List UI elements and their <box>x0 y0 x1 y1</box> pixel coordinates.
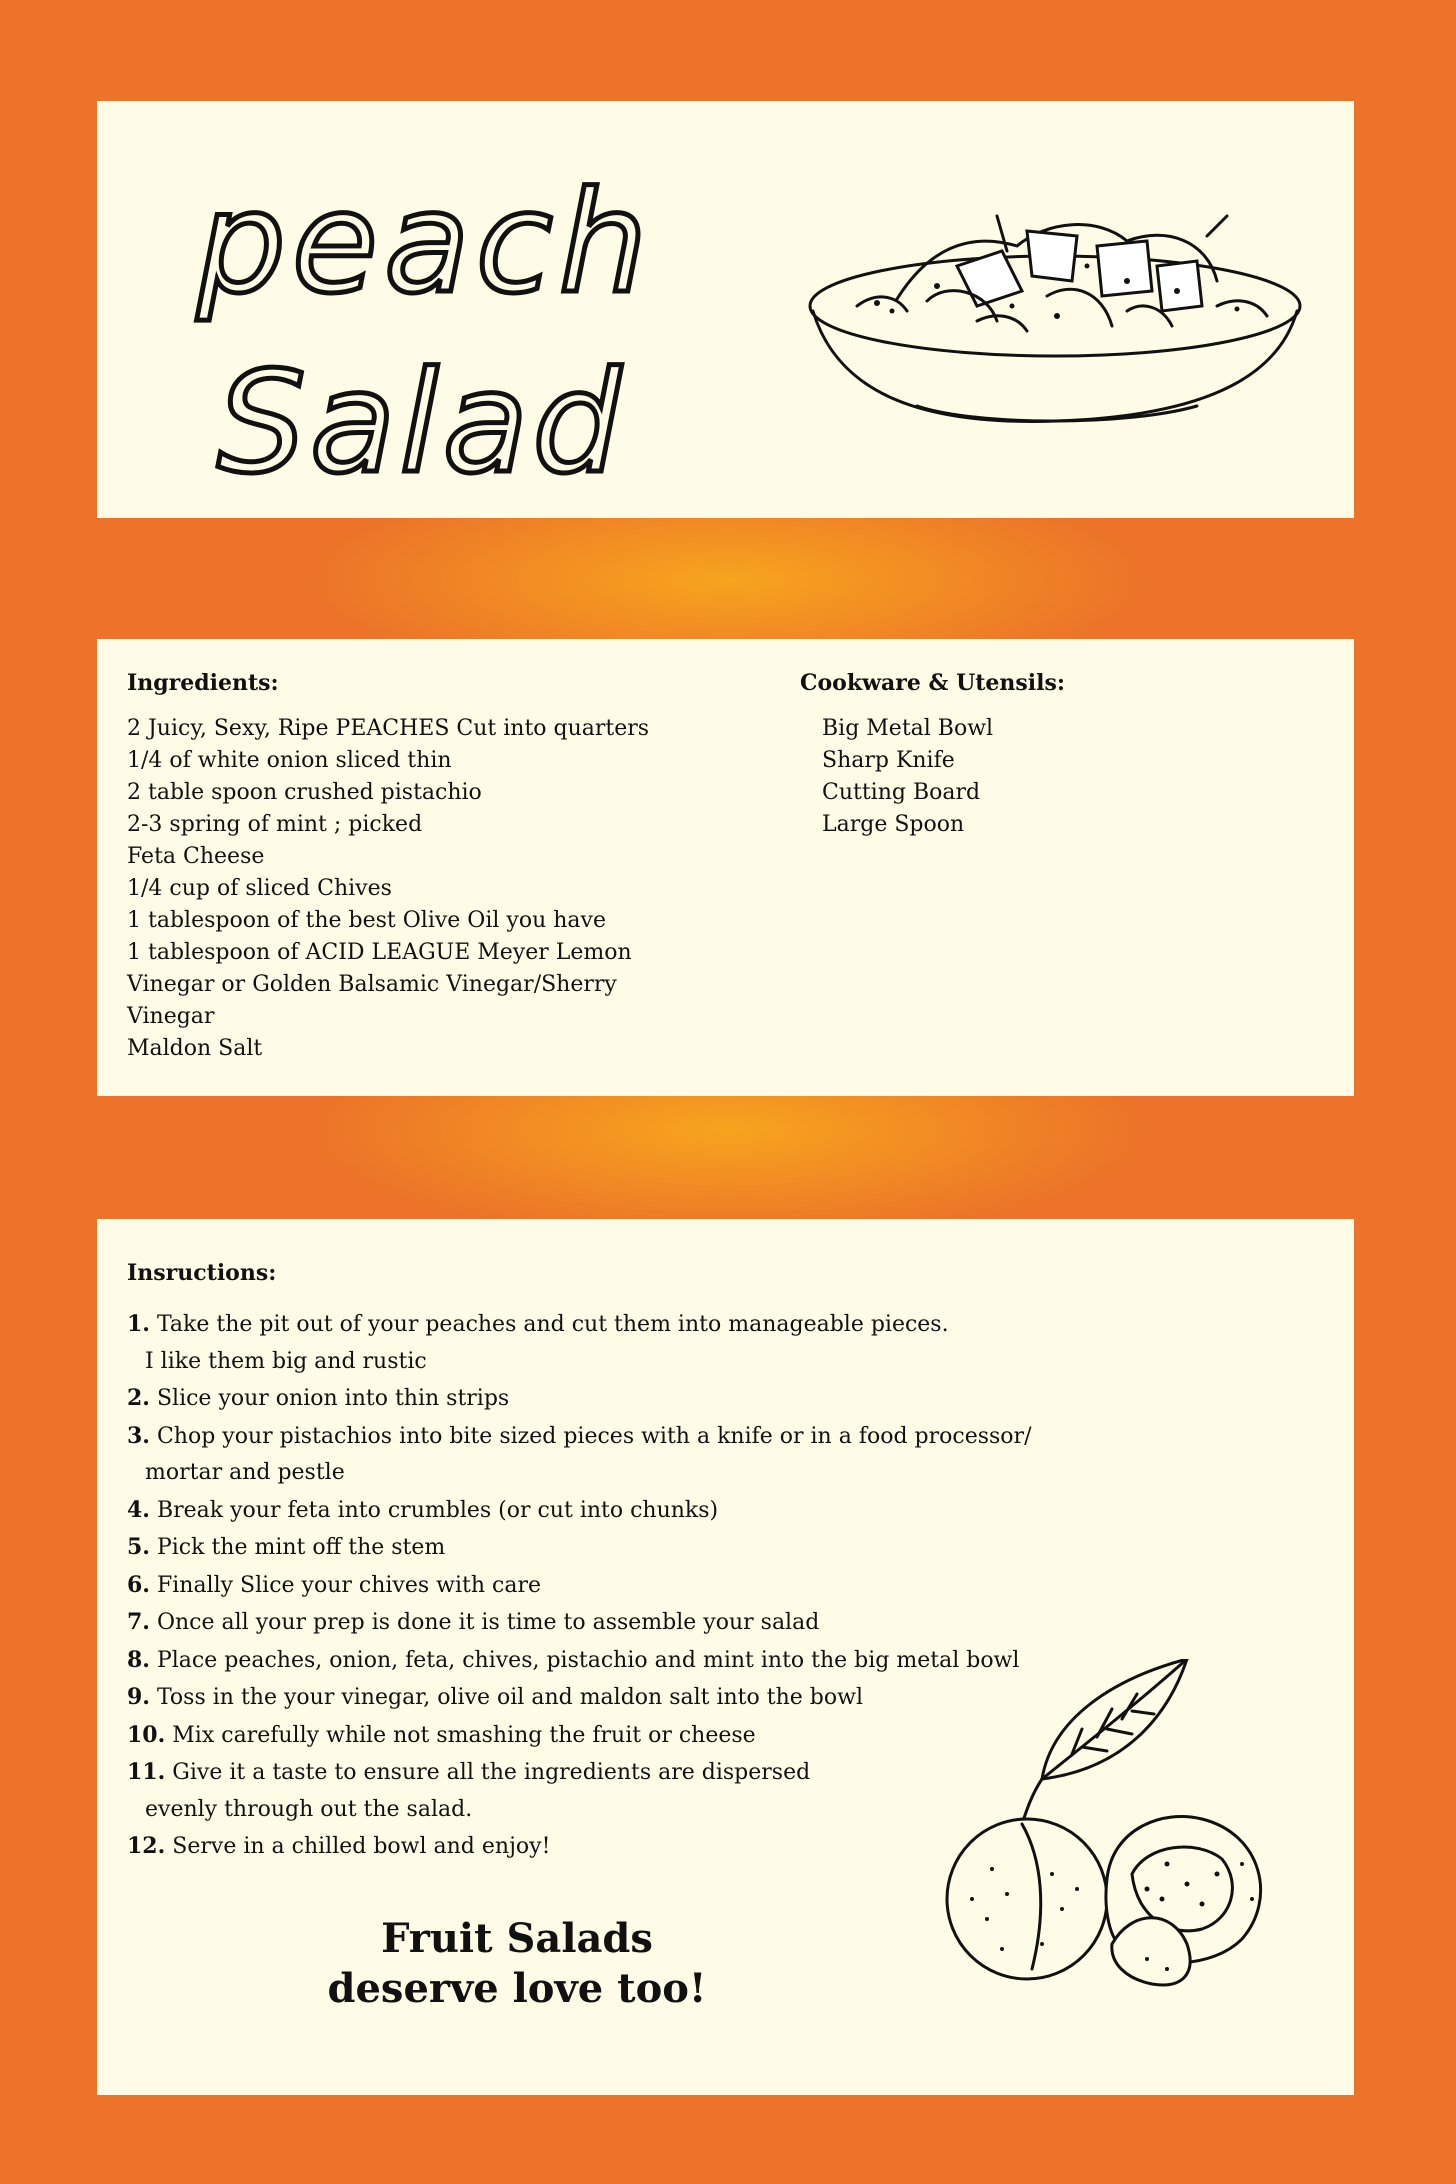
ingredients-heading: Ingredients: <box>127 670 279 696</box>
instruction-step <box>127 1567 1031 1605</box>
step-text: Once all your prep is done it is time to assemble your salad <box>156 1610 820 1635</box>
step-number: 4. <box>127 1496 150 1523</box>
ingredient-item: 1 tablespoon of ACID LEAGUE Meyer Lemon <box>127 940 632 965</box>
step-number: 8. <box>127 1646 150 1673</box>
instruction-step <box>127 1828 1031 1866</box>
title-line-salad: Salad <box>217 342 626 501</box>
slogan-line: deserve love too! <box>327 1965 707 2012</box>
step-number: 12. <box>127 1833 166 1859</box>
step-number: 1. <box>127 1311 150 1337</box>
ingredient-item: 2 table spoon crushed pistachio <box>127 780 482 805</box>
title-card <box>97 101 1354 518</box>
instructions-list <box>127 1306 1031 1866</box>
instruction-step <box>127 1306 1031 1380</box>
ingredient-item: Vinegar or Golden Balsamic Vinegar/Sherry <box>127 972 617 997</box>
step-number: 2. <box>127 1385 150 1411</box>
ingredient-item: Vinegar <box>127 1004 215 1029</box>
cookware-item: Large Spoon <box>822 812 965 837</box>
ingredients-list <box>127 713 649 1065</box>
instruction-step <box>127 1492 1031 1530</box>
instruction-step <box>127 1529 1031 1567</box>
cookware-item: Cutting Board <box>822 780 981 805</box>
step-text: Mix carefully while not smashing the fruit or cheese <box>172 1722 756 1748</box>
ingredient-item: 1 tablespoon of the best Olive Oil you have <box>127 908 606 933</box>
instructions-card <box>97 1219 1354 2095</box>
cookware-item: Big Metal Bowl <box>822 716 994 741</box>
title-line-peach: peach <box>197 162 654 325</box>
peach-illustration <box>932 1659 1292 1989</box>
ingredient-item: Maldon Salt <box>127 1036 263 1061</box>
instruction-step <box>127 1642 1031 1680</box>
instruction-step <box>127 1604 1031 1642</box>
slogan <box>277 1914 757 2014</box>
instruction-step <box>127 1679 1031 1717</box>
step-number: 5. <box>127 1534 150 1560</box>
step-text: Give it a taste to ensure all the ingredients are dispersed <box>172 1760 811 1785</box>
cookware-heading: Cookware & Utensils: <box>800 670 1066 696</box>
step-continuation: evenly through out the salad. <box>145 1796 473 1822</box>
step-continuation: mortar and pestle <box>145 1460 345 1485</box>
instructions-heading: Insructions: <box>127 1260 277 1286</box>
ingredient-item: 1/4 cup of sliced Chives <box>127 876 392 901</box>
step-text: Break your feta into crumbles (or cut into chunks) <box>156 1497 719 1523</box>
step-text: Serve in a chilled bowl and enjoy! <box>172 1834 551 1859</box>
salad-bowl-illustration <box>797 211 1317 451</box>
ingredient-item: Feta Cheese <box>127 844 265 869</box>
step-number: 3. <box>127 1422 150 1449</box>
ingredient-item: 2 Juicy, Sexy, Ripe PEACHES Cut into quarters <box>127 716 650 741</box>
step-text: Slice your onion into thin strips <box>156 1386 510 1411</box>
step-text: Place peaches, onion, feta, chives, pistachio and mint into the big metal bowl <box>156 1647 1020 1673</box>
step-text: Toss in the your vinegar, olive oil and maldon salt into the bowl <box>156 1685 863 1710</box>
step-text: Pick the mint off the stem <box>156 1535 446 1560</box>
step-continuation: I like them big and rustic <box>145 1348 427 1374</box>
step-number: 9. <box>127 1684 150 1710</box>
step-number: 11. <box>127 1759 166 1785</box>
step-number: 6. <box>127 1571 150 1598</box>
instruction-step <box>127 1380 1031 1418</box>
step-number: 10. <box>127 1721 166 1748</box>
cookware-list <box>822 713 993 841</box>
cookware-item: Sharp Knife <box>822 748 955 773</box>
step-text: Take the pit out of your peaches and cut them into manageable pieces. <box>156 1312 949 1337</box>
ingredient-item: 1/4 of white onion sliced thin <box>127 748 452 773</box>
handwritten-title <box>157 141 717 501</box>
ingredients-card <box>97 639 1354 1096</box>
step-number: 7. <box>127 1609 150 1635</box>
ingredient-item: 2-3 spring of mint ; picked <box>127 812 423 837</box>
step-text: Chop your pistachios into bite sized pieces with a knife or in a food processor/ <box>156 1423 1032 1449</box>
step-text: Finally Slice your chives with care <box>156 1572 541 1598</box>
slogan-line: Fruit Salads <box>381 1915 653 1962</box>
instruction-step <box>127 1717 1031 1755</box>
instruction-step <box>127 1754 1031 1828</box>
instruction-step <box>127 1418 1031 1492</box>
